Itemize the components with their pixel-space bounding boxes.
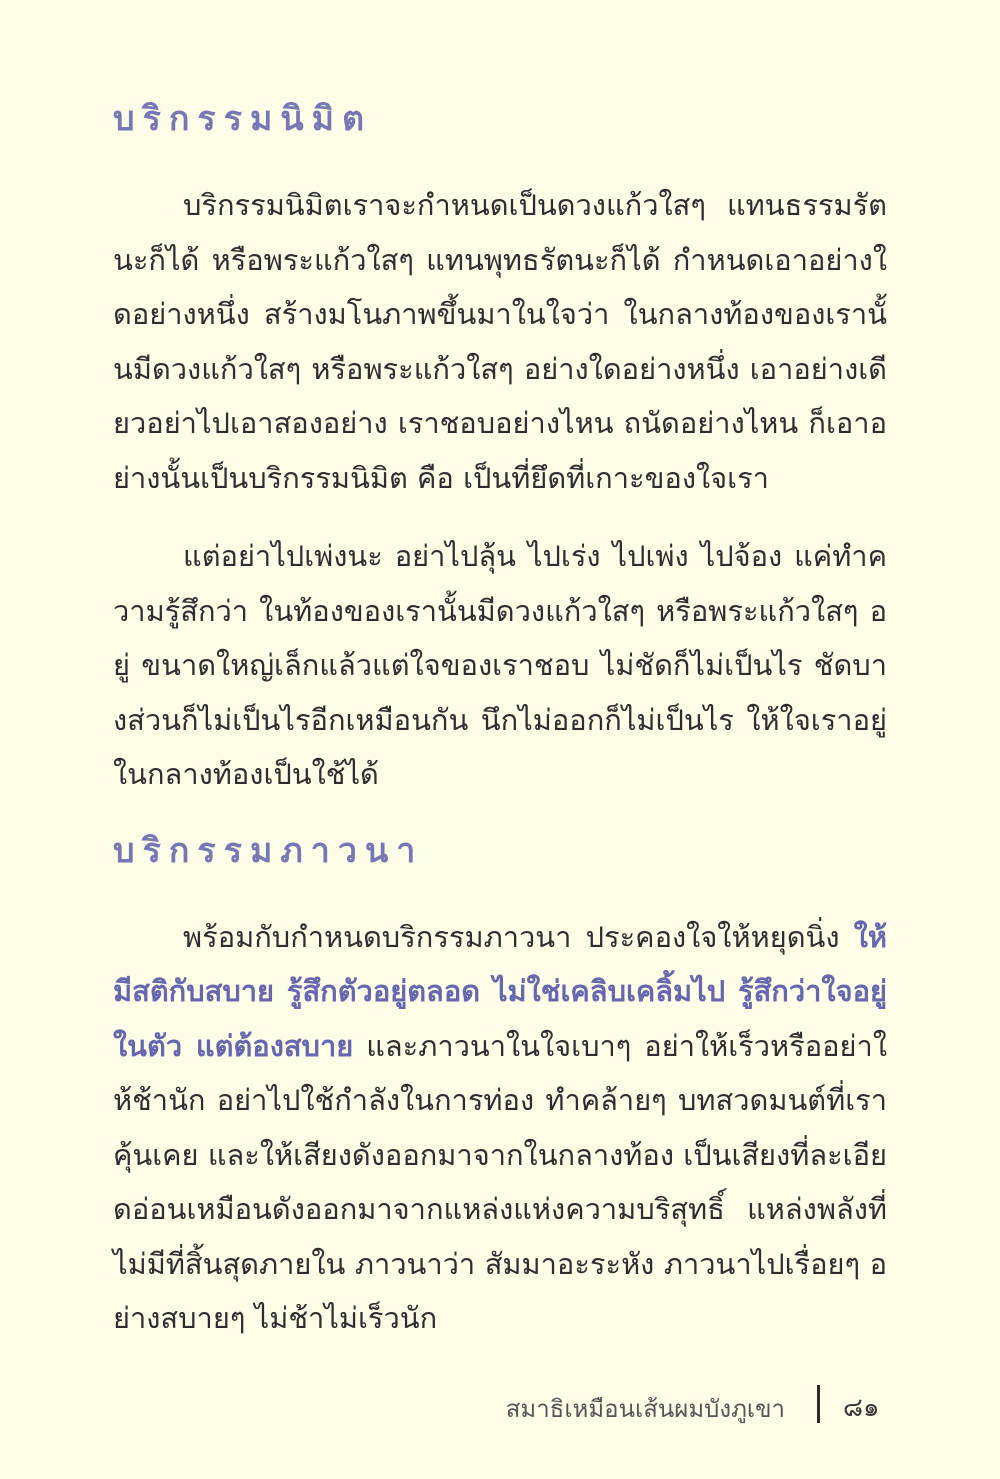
paragraph <box>113 910 887 1346</box>
paragraph: แต่อย่าไปเพ่งนะ อย่าไปลุ้น ไปเร่ง ไปเพ่ง ไปจ้อง แค่ทำความรู้สึกว่า ในท้องของเรานั้นมีดวงแก้วใสๆ หรือพระแก้วใสๆ อยู่ ขนาดใหญ่เล็กแล้วแต่ใจของเราชอบ ไม่ชัดก็ไม่เป็นไร ชัดบางส่วนก็ไม่เป็นไรอีกเหมือนกัน นึกไม่ออกก็ไม่เป็นไร ให้ใจเราอยู่ในกลางท้องเป็นใช้ได้ <box>113 539 887 791</box>
spacer <box>113 880 887 910</box>
paragraph-lead-text: พร้อมกับกำหนดบริกรรมภาวนา ประคองใจให้หยุดนิ่ง <box>183 919 854 954</box>
spacer <box>113 505 887 529</box>
paragraph-rest-text: และภาวนาในใจเบาๆ อย่าให้เร็วหรืออย่าให้ช้านัก อย่าไปใช้กำลังในการท่อง ทำคล้ายๆ บทสวดมนต์ที่เราคุ้นเคย และให้เสียงดังออกมาจากในกลางท้อง เป็นเสียงที่ละเอียดอ่อนเหมือนดังออกมาจากแหล่งแห่งความบริสุทธิ์ แหล่งพลังที่ไม่มีที่สิ้นสุดภายใน ภาวนาว่า สัมมาอะระหัง ภาวนาไปเรื่อยๆ อย่างสบายๆ ไม่ช้าไม่เร็วนัก <box>113 1028 887 1335</box>
paragraph: บริกรรมนิมิตเราจะกำหนดเป็นดวงแก้วใสๆ แทนธรรมรัตนะก็ได้ หรือพระแก้วใสๆ แทนพุทธรัตนะก็ได้ กำหนดเอาอย่างใดอย่างหนึ่ง สร้างมโนภาพขึ้นมาในใจว่า ในกลางท้องของเรานั้นมีดวงแก้วใสๆ หรือพระแก้วใสๆ อย่างใดอย่างหนึ่ง เอาอย่างเดียวอย่าไปเอาสองอย่าง เราชอบอย่างไหน ถนัดอย่างไหน ก็เอาอย่างนั้นเป็นบริกรรมนิมิต คือ เป็นที่ยึดที่เกาะของใจเรา <box>113 188 887 495</box>
page-number: ๘๑ <box>843 1393 880 1423</box>
section-heading-borikam-bhavana: บริกรรมภาวนา <box>113 830 424 871</box>
section-heading-borikam-nimit: บริกรรมนิมิต <box>113 99 373 139</box>
footer-divider <box>817 1385 820 1423</box>
spacer <box>113 802 887 822</box>
page-footer <box>0 1385 1000 1425</box>
emphasized-text: ให้มีสติกับสบาย รู้สึกตัวอยู่ตลอด ไม่ใช่เคลิบเคลิ้มไป รู้สึกว่าใจอยู่ในตัว แต่ต้องสบาย <box>113 919 887 1063</box>
spacer <box>113 148 887 178</box>
page-content <box>113 90 887 1346</box>
book-title: สมาธิเหมือนเส้นผมบังภูเขา <box>505 1395 785 1423</box>
